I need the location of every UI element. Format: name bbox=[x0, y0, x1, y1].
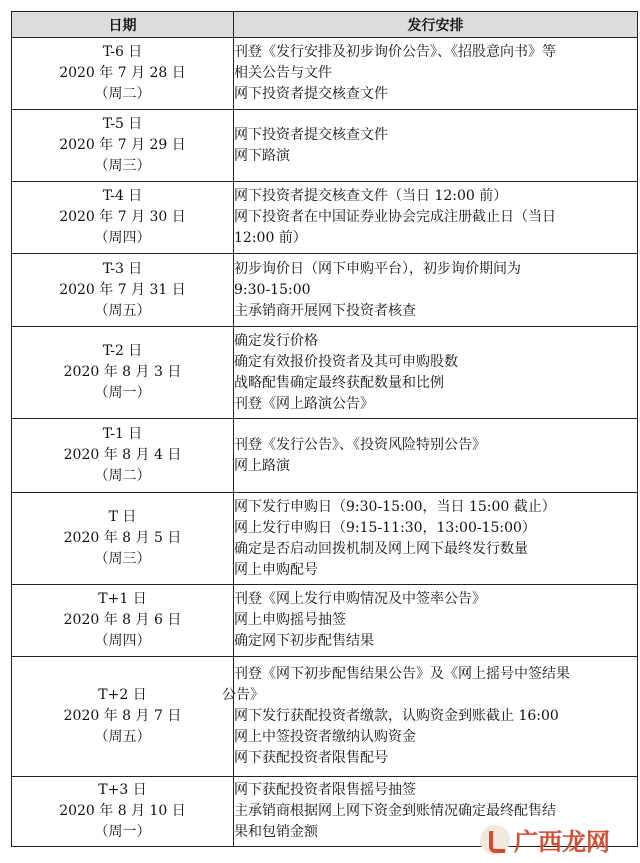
date-weekday: （周五） bbox=[94, 302, 151, 319]
date-cell bbox=[12, 657, 234, 777]
date-cell bbox=[12, 327, 234, 419]
arrangement-line: 刊登《网上发行申购情况及中签率公告》 bbox=[234, 591, 486, 607]
table-header-row bbox=[12, 12, 638, 38]
header-arrangement: 发行安排 bbox=[234, 12, 638, 38]
arrangement-cell bbox=[234, 493, 638, 585]
date-cell bbox=[12, 493, 234, 585]
arrangement-line: 主承销商开展网下投资者核查 bbox=[234, 302, 416, 319]
arrangement-line: 9:30-15:00 bbox=[234, 281, 311, 298]
date-day: T-6 日 bbox=[102, 44, 143, 60]
arrangement-line: 网上路演 bbox=[234, 457, 290, 474]
arrangement-line: 网下投资者在中国证券业协会完成注册截止日（当日 bbox=[234, 209, 556, 225]
arrangement-line: 确定发行价格 bbox=[234, 332, 318, 349]
date-weekday: （周五） bbox=[94, 729, 151, 745]
table-row bbox=[12, 182, 638, 254]
arrangement-line: 战略配售确定最终获配数量和比例 bbox=[234, 374, 444, 391]
date-cell bbox=[12, 585, 234, 657]
date-day: T-2 日 bbox=[102, 343, 143, 359]
arrangement-cell bbox=[234, 419, 638, 493]
arrangement-line: 网下路演 bbox=[234, 147, 290, 164]
table-row bbox=[12, 254, 638, 327]
date-day: T-1 日 bbox=[102, 426, 143, 442]
arrangement-line: 网下投资者提交核查文件（当日 12:00 前） bbox=[234, 188, 508, 204]
date-date: 2020 年 7 月 31 日 bbox=[59, 281, 186, 298]
arrangement-line: 刊登《发行公告》、《投资风险特别公告》 bbox=[234, 436, 486, 453]
date-date: 2020 年 7 月 29 日 bbox=[59, 137, 186, 153]
arrangement-cell bbox=[234, 110, 638, 182]
arrangement-line: 主承销商根据网上网下资金到账情况确定最终配售结 bbox=[234, 803, 556, 819]
date-day: T-4 日 bbox=[102, 188, 143, 204]
watermark-text: 广西龙网 bbox=[514, 828, 610, 856]
issuance-schedule-table bbox=[11, 11, 638, 847]
date-weekday: （周二） bbox=[94, 468, 151, 484]
date-cell bbox=[12, 419, 234, 493]
arrangement-cell bbox=[234, 254, 638, 327]
arrangement-line: 网上申购摇号抽签 bbox=[234, 612, 346, 628]
date-date: 2020 年 8 月 5 日 bbox=[63, 530, 182, 546]
arrangement-cell bbox=[234, 327, 638, 419]
arrangement-line: 网下投资者提交核查文件 bbox=[234, 86, 388, 102]
arrangement-line: 网下发行申购日（9:30-15:00，当日 15:00 截止） bbox=[234, 498, 556, 515]
date-day: T+3 日 bbox=[98, 782, 147, 798]
date-weekday: （周三） bbox=[94, 551, 151, 567]
date-weekday: （周四） bbox=[94, 633, 151, 649]
date-day: T-5 日 bbox=[102, 116, 143, 132]
date-cell bbox=[12, 38, 234, 110]
date-weekday: （周一） bbox=[94, 824, 151, 840]
arrangement-line: 网下获配投资者限售配号 bbox=[234, 750, 388, 766]
date-date: 2020 年 8 月 6 日 bbox=[63, 612, 182, 628]
date-date: 2020 年 8 月 3 日 bbox=[63, 364, 182, 380]
table-row bbox=[12, 38, 638, 110]
date-date: 2020 年 7 月 30 日 bbox=[59, 209, 186, 225]
date-weekday: （周一） bbox=[94, 385, 151, 401]
date-cell bbox=[12, 254, 234, 327]
date-date: 2020 年 8 月 7 日 bbox=[63, 708, 182, 724]
date-date: 2020 年 8 月 4 日 bbox=[63, 447, 182, 463]
table-row bbox=[12, 657, 638, 777]
arrangement-line: 网下发行获配投资者缴款，认购资金到账截止 16:00 bbox=[234, 708, 559, 724]
arrangement-line: 网上发行申购日（9:15-11:30，13:00-15:00） bbox=[234, 519, 536, 536]
table-row bbox=[12, 419, 638, 493]
table-row bbox=[12, 585, 638, 657]
header-date: 日期 bbox=[12, 12, 234, 38]
arrangement-line: 初步询价日（网下申购平台），初步询价期间为 bbox=[234, 260, 521, 277]
arrangement-line: 刊登《发行安排及初步询价公告》、《招股意向书》等 bbox=[234, 44, 556, 60]
date-weekday: （周三） bbox=[94, 158, 151, 174]
arrangement-line: 网上中签投资者缴纳认购资金 bbox=[234, 729, 416, 745]
date-cell bbox=[12, 777, 234, 847]
arrangement-line: 网上申购配号 bbox=[234, 561, 318, 578]
table-row bbox=[12, 327, 638, 419]
arrangement-line: 刊登《网上路演公告》 bbox=[234, 395, 374, 412]
arrangement-cell bbox=[222, 657, 638, 777]
table-row bbox=[12, 110, 638, 182]
arrangement-cell bbox=[234, 182, 638, 254]
arrangement-cell bbox=[234, 585, 638, 657]
date-date: 2020 年 7 月 28 日 bbox=[59, 65, 186, 81]
date-day: T+1 日 bbox=[98, 591, 147, 607]
date-weekday: （周四） bbox=[94, 230, 151, 246]
arrangement-line: 果和包销金额 bbox=[234, 824, 318, 840]
arrangement-line: 公告》 bbox=[222, 687, 264, 703]
arrangement-line: 确定网下初步配售结果 bbox=[234, 633, 374, 649]
arrangement-line: 网下投资者提交核查文件 bbox=[234, 126, 388, 143]
arrangement-line: 确定有效报价投资者及其可申购股数 bbox=[234, 353, 458, 370]
arrangement-line: 12:00 前） bbox=[234, 230, 307, 246]
arrangement-line: 相关公告与文件 bbox=[234, 65, 332, 81]
arrangement-line: 确定是否启动回拨机制及网上网下最终发行数量 bbox=[234, 540, 528, 557]
date-day: T-3 日 bbox=[102, 260, 143, 277]
date-cell bbox=[12, 182, 234, 254]
date-day: T 日 bbox=[108, 509, 137, 525]
date-date: 2020 年 8 月 10 日 bbox=[59, 803, 186, 819]
arrangement-cell bbox=[234, 38, 638, 110]
table-row bbox=[12, 493, 638, 585]
watermark bbox=[480, 822, 610, 857]
date-weekday: （周二） bbox=[94, 86, 151, 102]
arrangement-line: 网下获配投资者限售摇号抽签 bbox=[234, 782, 416, 798]
date-day: T+2 日 bbox=[98, 687, 147, 703]
date-cell bbox=[12, 110, 234, 182]
arrangement-line: 刊登《网下初步配售结果公告》及《网上摇号中签结果 bbox=[234, 666, 570, 682]
brand-logo-icon bbox=[480, 825, 510, 855]
